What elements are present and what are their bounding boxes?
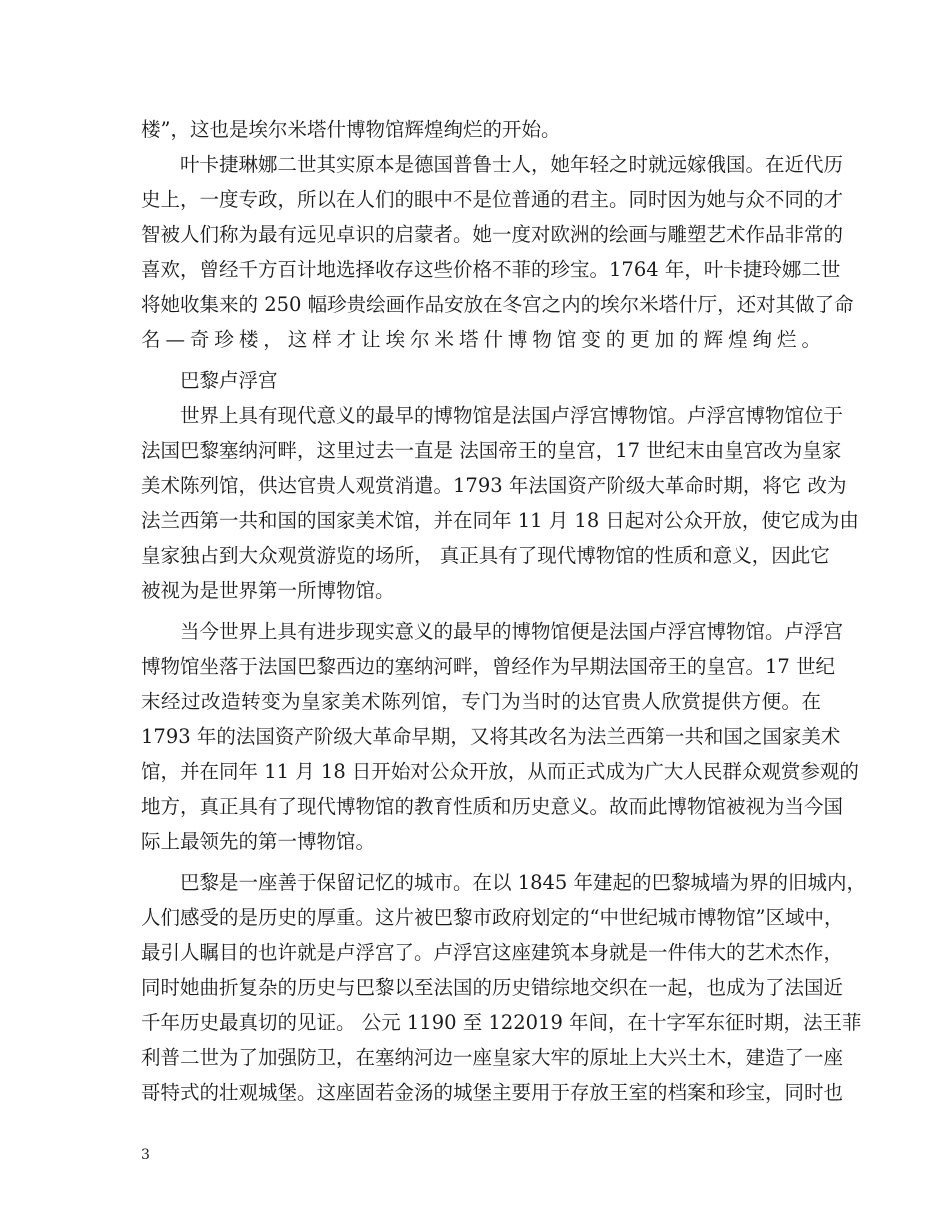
text-line: 喜欢，曾经千方百计地选择收存这些价格不菲的珍宝。1764 年，叶卡捷玲娜二世 xyxy=(141,258,841,281)
text-line: 际上最领先的第一博物馆。 xyxy=(141,830,376,853)
text-line: 1793 年的法国资产阶级大革命早期，又将其改名为法兰西第一共和国之国家美术 xyxy=(141,725,841,748)
text-line: 地方，真正具有了现代博物馆的教育性质和历史意义。故而此博物馆被视为当今国 xyxy=(141,795,844,818)
text-line: 楼”，这也是埃尔米塔什博物馆辉煌绚烂的开始。 xyxy=(141,118,561,141)
text-line: 巴黎是一座善于保留记忆的城市。在以 1845 年建起的巴黎城墙为界的旧城内， xyxy=(141,871,867,894)
text-line: 皇家独占到大众观赏游览的场所， 真正具有了现代博物馆的性质和意义，因此它 xyxy=(141,544,830,567)
text-line: 美术陈列馆，供达官贵人观赏消遣。1793 年法国资产阶级大革命时期，将它 改为 xyxy=(141,474,847,497)
text-line: 史上，一度专政，所以在人们的眼中不是位普通的君主。同时因为她与众不同的才 xyxy=(141,188,844,211)
text-line: 名—奇珍楼，这样才让埃尔米塔什博物馆变的更加的辉煌绚烂。 xyxy=(141,328,821,351)
text-line: 被视为是世界第一所博物馆。 xyxy=(141,579,395,602)
text-line: 将她收集来的 250 幅珍贵绘画作品安放在冬宫之内的埃尔米塔什厅，还对其做了命 xyxy=(141,293,854,316)
text-line: 智被人们称为最有远见卓识的启蒙者。她一度对欧洲的绘画与雕塑艺术作品非常的 xyxy=(141,223,844,246)
text-line: 馆，并在同年 11 月 18 日开始对公众开放，从而正式成为广大人民群众观赏参观的 xyxy=(141,760,859,783)
text-line: 叶卡捷琳娜二世其实原本是德国普鲁士人，她年轻之时就远嫁俄国。在近代历 xyxy=(141,153,844,176)
text-line: 最引人瞩目的也许就是卢浮宫了。卢浮宫这座建筑本身就是一件伟大的艺术杰作， xyxy=(141,941,844,964)
text-line: 世界上具有现代意义的最早的博物馆是法国卢浮宫博物馆。卢浮宫博物馆位于 xyxy=(141,404,844,427)
text-line: 千年历史最真切的见证。 公元 1190 至 122019 年间，在十字军东征时期，法王菲 xyxy=(141,1011,862,1034)
text-line: 同时她曲折复杂的历史与巴黎以至法国的历史错综地交织在一起，也成为了法国近 xyxy=(141,976,844,999)
text-line: 利普二世为了加强防卫，在塞纳河边一座皇家大牢的原址上大兴土木，建造了一座 xyxy=(141,1046,844,1069)
text-line: 法兰西第一共和国的国家美术馆，并在同年 11 月 18 日起对公众开放，使它成为由 xyxy=(141,509,859,532)
text-line: 人们感受的是历史的厚重。这片被巴黎市政府划定的“中世纪城市博物馆”区域中， xyxy=(141,906,844,929)
text-line: 哥特式的壮观城堡。这座固若金汤的城堡主要用于存放王室的档案和珍宝，同时也 xyxy=(141,1081,844,1104)
page-number: 3 xyxy=(141,1147,150,1163)
text-line: 末经过改造转变为皇家美术陈列馆，专门为当时的达官贵人欣赏提供方便。在 xyxy=(141,690,821,713)
section-heading: 巴黎卢浮宫 xyxy=(141,369,278,392)
text-line: 当今世界上具有进步现实意义的最早的博物馆便是法国卢浮宫博物馆。卢浮宫 xyxy=(141,620,844,643)
text-line: 法国巴黎塞纳河畔，这里过去一直是 法国帝王的皇宫，17 世纪末由皇宫改为皇家 xyxy=(141,439,842,462)
text-line: 博物馆坐落于法国巴黎西边的塞纳河畔，曾经作为早期法国帝王的皇宫。17 世纪 xyxy=(141,655,836,678)
